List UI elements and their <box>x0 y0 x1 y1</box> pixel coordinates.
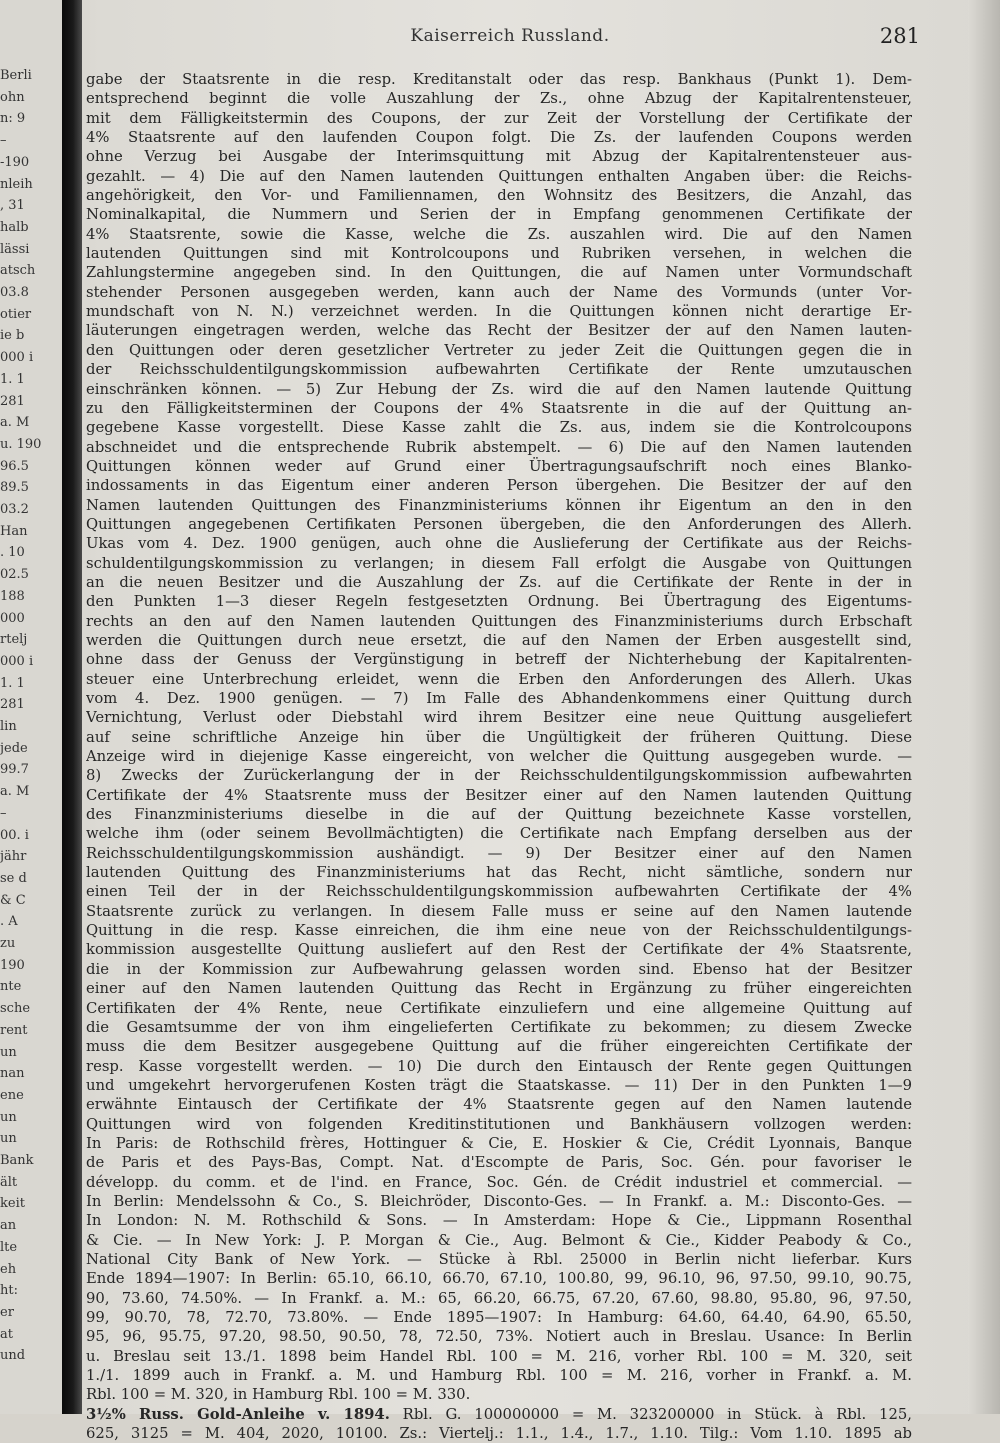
text-line: 4% Staatsrente auf den laufenden Coupon folgt. Die Zs. der laufenden Coupons werden <box>86 129 912 147</box>
margin-fragment: & C <box>0 892 26 908</box>
text-line: einschränken können. — 5) Zur Hebung der Zs. wird die auf den Namen lautende Quittung <box>86 380 912 398</box>
margin-fragment: nan <box>0 1066 25 1082</box>
margin-fragment: a. M <box>0 415 30 431</box>
margin-fragment: lin <box>0 719 17 734</box>
margin-fragment: 00. i <box>0 827 29 843</box>
entry-detail-line: 625, 3125 = M. 404, 2020, 10100. Zs.: Viertelj.: 1.1., 1.4., 1.7., 1.10. Tilg.: Vom 1.10. 1895 ab <box>86 1425 912 1443</box>
text-line: Reichsschuldentilgungskommission aushändigt. — 9) Der Besitzer einer auf den Namen <box>86 844 912 862</box>
text-line: Quittungen angegebenen Certifikaten Personen übergeben, die den Anforderungen des Allerh. <box>86 515 912 533</box>
text-line: einer auf den Namen lautenden Quittung das Recht in Ergänzung zu früher eingereichten <box>86 980 912 998</box>
entry-heading-line <box>86 1405 912 1424</box>
margin-fragment: Han <box>0 523 28 539</box>
margin-fragment: 02.5 <box>0 567 29 583</box>
margin-fragment: 281 <box>0 697 25 713</box>
margin-fragment: un <box>0 1109 17 1125</box>
adjacent-page-margin <box>0 0 62 1414</box>
text-line: die in der Kommission zur Aufbewahrung gelassen worden sind. Ebenso hat der Besitzer <box>86 960 912 978</box>
text-line: gegebene Kasse vorgestellt. Diese Kasse zahlt die Zs. aus, indem sie die Kontrolcoupons <box>86 419 912 437</box>
book-gutter <box>62 0 82 1414</box>
margin-fragment: ohn <box>0 89 25 105</box>
text-line: 1./1. 1899 auch in Frankf. a. M. und Hamburg Rbl. 100 = M. 216, vorher in Frankf. a. M. <box>86 1367 912 1385</box>
body-text <box>86 70 912 1443</box>
margin-fragment: 1. 1 <box>0 371 25 387</box>
text-line: National City Bank of New York. — Stücke à Rbl. 25000 in Berlin nicht lieferbar. Kurs <box>86 1250 912 1268</box>
margin-fragment: sche <box>0 1001 31 1017</box>
margin-fragment: . 10 <box>0 545 25 561</box>
margin-fragment: ält <box>0 1174 18 1190</box>
text-line: Ukas vom 4. Dez. 1900 genügen, auch ohne die Auslieferung der Certifikate aus der Reichs- <box>86 535 912 553</box>
margin-fragment: a. M <box>0 784 30 800</box>
text-line: abschneidet und die entsprechende Rubrik abstempelt. — 6) Die auf den Namen lautenden <box>86 438 912 456</box>
text-line: rechts an den auf den Namen lautenden Quittungen des Finanzministeriums durch Erbschaft <box>86 612 912 630</box>
margin-fragment: eh <box>0 1261 17 1277</box>
running-title: Kaiserreich Russland. <box>410 26 610 46</box>
margin-fragment: un <box>0 1044 17 1060</box>
text-line: ohne Verzug bei Ausgabe der Interimsquittung mit Abzug der Kapitalrentensteuer aus- <box>86 148 912 166</box>
text-line: In Berlin: Mendelssohn & Co., S. Bleichröder, Disconto-Ges. — In Frankf. a. M.: Disconto-Ges. — <box>86 1192 912 1210</box>
text-line: 8) Zwecks der Zurückerlangung der in der Reichsschuldentilgungskommission aufbewahrten <box>86 767 912 785</box>
margin-fragment: nte <box>0 979 22 995</box>
margin-fragment: 99.7 <box>0 762 29 778</box>
text-line: muss die dem Besitzer ausgegebene Quittung auf die früher eingereichten Certifikate der <box>86 1038 912 1056</box>
text-line: einen Teil der in der Reichsschuldentilgungskommission aufbewahrten Certifikate der 4% <box>86 883 912 901</box>
text-line: vom 4. Dez. 1900 genügen. — 7) Im Falle des Abhandenkommens einer Quittung durch <box>86 690 912 707</box>
margin-fragment: at <box>0 1326 13 1342</box>
text-line: Namen lautenden Quittungen des Finanzministeriums können ihr Eigentum an den in den <box>86 496 912 514</box>
margin-fragment: 188 <box>0 588 25 604</box>
text-line: ohne dass der Genuss der Vergünstigung in betreff der Nichterhebung der Kapitalrenten- <box>86 651 912 669</box>
margin-fragment: Berli <box>0 68 32 83</box>
text-line: der Reichsschuldentilgungskommission aufbewahrten Certifikate der Rente umzutauschen <box>86 361 912 379</box>
margin-fragment: Bank <box>0 1153 34 1168</box>
text-line: Zahlungstermine angegeben sind. In den Quittungen, die auf Namen unter Vormundschaft <box>86 264 912 282</box>
text-line: die Gesamtsumme der von ihm eingelieferten Certifikate zu bekommen; zu diesem Zwecke <box>86 1018 912 1036</box>
text-line: des Finanzministeriums dieselbe in die auf der Quittung bezeichnete Kasse vorstellen, <box>86 806 912 824</box>
text-line: stehender Personen ausgegeben werden, kann auch der Name des Vormunds (unter Vor- <box>86 283 912 301</box>
margin-fragment: un <box>0 1131 17 1147</box>
entry-heading-rest: Rbl. G. 100000000 = M. 323200000 in Stück. à Rbl. 125, <box>389 1405 912 1423</box>
text-line: 90, 73.60, 74.50%. — In Frankf. a. M.: 65, 66.20, 66.75, 67.20, 67.60, 98.80, 95.80, 96, 97.50, <box>86 1289 912 1307</box>
page-edge <box>968 0 1000 1414</box>
text-line: läuterungen eingetragen werden, welche das Recht der Besitzer der auf den Namen lauten- <box>86 322 912 340</box>
margin-fragment: 000 i <box>0 653 34 669</box>
margin-fragment: se d <box>0 870 27 886</box>
text-line: Quittung in die resp. Kasse einreichen, die ihm eine neue von der Reichsschuldentilgungs- <box>86 922 912 940</box>
margin-fragment: 000 <box>0 610 25 626</box>
margin-fragment: 96.5 <box>0 458 29 474</box>
margin-fragment: u. 190 <box>0 436 42 452</box>
margin-fragment: – <box>0 805 7 821</box>
margin-fragment: zu <box>0 936 16 951</box>
margin-fragment: -190 <box>0 154 30 170</box>
text-line: gabe der Staatsrente in die resp. Kreditanstalt oder das resp. Bankhaus (Punkt 1). Dem- <box>86 71 912 88</box>
margin-fragment: keit <box>0 1196 25 1212</box>
text-line: Nominalkapital, die Nummern und Serien der in Empfang genommenen Certifikate der <box>86 206 912 224</box>
text-line: lautenden Quittung des Finanzministeriums hat das Recht, nicht sämtliche, sondern nur <box>86 864 912 882</box>
text-line: Vernichtung, Verlust oder Diebstahl wird ihrem Besitzer eine neue Quittung ausgeliefert <box>86 709 912 727</box>
margin-fragment: 281 <box>0 393 25 409</box>
page-header <box>100 24 920 54</box>
margin-fragment: rtelj <box>0 632 28 648</box>
text-line: 99, 90.70, 78, 72.70, 73.80%. — Ende 1895—1907: In Hamburg: 64.60, 64.40, 64.90, 65.50, <box>86 1309 912 1326</box>
margin-fragment: , 31 <box>0 198 25 214</box>
text-line: indossaments in das Eigentum einer anderen Person übergehen. Die Besitzer der auf den <box>86 477 912 495</box>
text-line: mundschaft von N. N.) verzeichnet werden. In die Quittungen können nicht derartige Er- <box>86 303 912 321</box>
margin-fragment: ene <box>0 1087 24 1103</box>
margin-fragment: lte <box>0 1239 18 1255</box>
margin-fragment: atsch <box>0 263 36 279</box>
margin-fragment: und <box>0 1348 26 1364</box>
margin-fragment: ht: <box>0 1283 18 1299</box>
page-number: 281 <box>879 24 920 48</box>
text-line: kommission ausgestellte Quittung ausliefert auf den Rest der Certifikate der 4% Staatsrente, <box>86 941 912 959</box>
text-line: de Paris et des Pays-Bas, Compt. Nat. d'Escompte de Paris, Soc. Gén. pour favoriser le <box>86 1154 912 1172</box>
margin-fragment: 190 <box>0 957 25 973</box>
text-line: steuer eine Unterbrechung erleidet, wenn die Erben den Anforderungen des Allerh. Ukas <box>86 670 912 688</box>
text-line: zu den Fälligkeitsterminen der Coupons der 4% Staatsrente in die auf der Quittung an- <box>86 399 912 417</box>
margin-fragment: er <box>0 1304 14 1320</box>
text-line: den Quittungen oder deren gesetzlicher Vertreter zu jeder Zeit die Quittungen gegen die in <box>86 341 912 359</box>
margin-fragment: 03.2 <box>0 502 29 517</box>
text-line: lautenden Quittungen sind mit Kontrolcoupons und Rubriken versehen, in welchen die <box>86 245 912 263</box>
text-line: Quittungen wird von folgenden Kreditinstitutionen und Bankhäusern vollzogen werden: <box>86 1115 912 1133</box>
margin-fragment: jähr <box>0 849 27 865</box>
margin-fragment: an <box>0 1218 17 1234</box>
margin-fragment: halb <box>0 219 29 235</box>
text-line: welche ihm (oder seinem Bevollmächtigten) die Certifikate nach Empfang derselben aus der <box>86 825 912 843</box>
text-line: In Paris: de Rothschild frères, Hottinguer & Cie, E. Hoskier & Cie, Crédit Lyonnais, Banque <box>86 1134 912 1152</box>
margin-fragment: rent <box>0 1022 28 1038</box>
text-line: werden die Quittungen durch neue ersetzt, die auf den Namen der Erben ausgestellt sind, <box>86 631 912 649</box>
text-line: erwähnte Eintausch der Certifikate der 4% Staatsrente gegen auf den Namen lautende <box>86 1096 912 1114</box>
margin-fragment: 03.8 <box>0 285 29 300</box>
text-line: schuldentilgungskommission zu verlangen; in diesem Fall erfolgt die Ausgabe von Quittungen <box>86 554 912 572</box>
text-line: Anzeige wird in diejenige Kasse eingereicht, von welcher die Quittung ausgegeben wurde. — <box>86 748 912 766</box>
text-line: auf seine schriftliche Anzeige hin über die Ungültigkeit der früheren Quittung. Diese <box>86 728 912 746</box>
margin-fragment: ie b <box>0 328 25 344</box>
margin-fragment: 1. 1 <box>0 675 25 691</box>
text-line: Certifikaten der 4% Rente, neue Certifikate einzuliefern und eine allgemeine Quittung auf <box>86 999 912 1017</box>
text-line: Certifikate der 4% Staatsrente muss der Besitzer einer auf den Namen lautenden Quittung <box>86 786 912 804</box>
margin-fragment: otier <box>0 306 32 322</box>
text-line: an die neuen Besitzer und die Auszahlung der Zs. auf die Certifikate der Rente in der in <box>86 573 912 591</box>
text-line: In London: N. M. Rothschild & Sons. — In Amsterdam: Hope & Cie., Lippmann Rosenthal <box>86 1212 912 1230</box>
text-line: Staatsrente zurück zu verlangen. In diesem Falle muss er seine auf den Namen lautende <box>86 902 912 920</box>
text-line: développ. du comm. et de l'ind. en France, Soc. Gén. de Crédit industriel et commercial. — <box>86 1173 912 1191</box>
margin-fragment: 000 i <box>0 350 34 366</box>
text-line: & Cie. — In New York: J. P. Morgan & Cie., Aug. Belmont & Cie., Kidder Peabody & Co., <box>86 1231 912 1249</box>
margin-fragment: lässi <box>0 241 30 257</box>
text-line: Quittungen können weder auf Grund einer Übertragungsaufschrift noch eines Blanko- <box>86 457 912 475</box>
margin-fragment: n: 9 <box>0 111 26 127</box>
margin-fragment: nleih <box>0 176 33 192</box>
text-line: 4% Staatsrente, sowie die Kasse, welche die Zs. auszahlen wird. Die auf den Namen <box>86 225 912 243</box>
text-line: Rbl. 100 = M. 320, in Hamburg Rbl. 100 = M. 330. <box>86 1386 471 1404</box>
text-line: den Punkten 1—3 dieser Regeln festgesetzten Ordnung. Bei Übertragung des Eigentums- <box>86 593 912 611</box>
text-line: u. Breslau seit 13./1. 1898 beim Handel Rbl. 100 = M. 216, vorher Rbl. 100 = M. 320, seit <box>86 1347 912 1365</box>
text-line: gezahlt. — 4) Die auf den Namen lautenden Quittungen enthalten Angaben über: die Reichs- <box>86 167 912 185</box>
text-line: resp. Kasse vorgestellt werden. — 10) Die durch den Eintausch der Rente gegen Quittungen <box>86 1057 912 1075</box>
text-line: Ende 1894—1907: In Berlin: 65.10, 66.10, 66.70, 67.10, 100.80, 99, 96.10, 96, 97.50, 99.10, 90.75, <box>86 1270 912 1288</box>
text-line: und umgekehrt hervorgerufenen Kosten trägt die Staatskasse. — 11) Der in den Punkten 1—9 <box>86 1076 912 1094</box>
text-line: mit dem Fälligkeitstermin des Coupons, der zur Zeit der Vorstellung der Certifikate der <box>86 109 912 127</box>
margin-fragment: . A <box>0 914 18 930</box>
entry-heading: 3½% Russ. Gold-Anleihe v. 1894. <box>86 1405 390 1423</box>
margin-fragment: jede <box>0 740 28 756</box>
text-line: angehörigkeit, den Vor- und Familiennamen, den Wohnsitz des Besitzers, die Anzahl, das <box>86 187 912 205</box>
text-line: entsprechend beginnt die volle Auszahlung der Zs., ohne Abzug der Kapitalrentensteuer, <box>86 90 912 108</box>
margin-fragment: 89.5 <box>0 480 29 496</box>
text-line: 95, 96, 95.75, 97.20, 98.50, 90.50, 78, 72.50, 73%. Notiert auch in Breslau. Usance: In Berlin <box>86 1328 912 1346</box>
margin-fragment: – <box>0 133 7 149</box>
